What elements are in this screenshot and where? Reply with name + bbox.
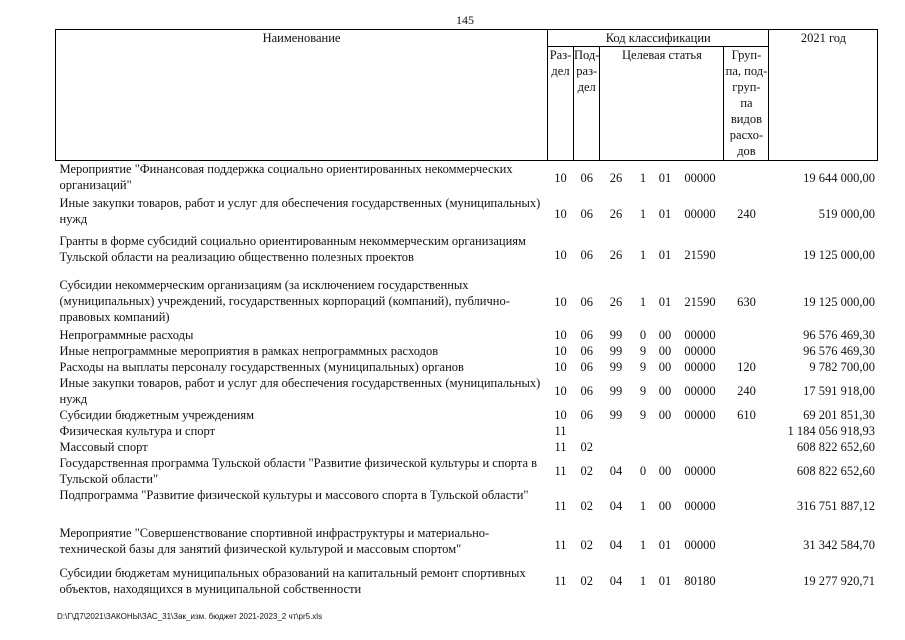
target-article-part: 00000 [684, 327, 716, 342]
row-expense-type: 630 [737, 294, 756, 309]
row-podrazdel: 06 [580, 294, 593, 309]
row-name: Гранты в форме субсидий социально ориентированным некоммерческим организациям Тульской области на реализацию общественно полезных проектов [59, 233, 526, 264]
row-podrazdel: 02 [580, 537, 593, 552]
file-path-footer: D:\Г\Д7\2021\ЗАКОНЫ\ЗАС_31\Зак_изм. бюджет 2021-2023_2 чт\pr5.xls [57, 612, 323, 621]
table-row [56, 233, 878, 277]
row-target-article [600, 375, 724, 407]
table-row [56, 343, 878, 359]
row-name: Иные непрограммные мероприятия в рамках непрограммных расходов [59, 343, 439, 358]
row-podrazdel: 06 [580, 247, 593, 262]
target-article-part: 00000 [684, 383, 716, 398]
row-amount: 96 576 469,30 [803, 343, 875, 358]
row-expense-type: 240 [737, 383, 756, 398]
target-article-part: 04 [609, 537, 623, 552]
row-name: Расходы на выплаты персоналу государственных (муниципальных) органов [59, 359, 464, 374]
row-razdel: 11 [554, 573, 567, 588]
row-name: Субсидии бюджетным учреждениям [59, 407, 255, 422]
target-article-part: 04 [609, 463, 623, 478]
row-target-article [600, 423, 724, 439]
table-row [56, 423, 878, 439]
target-article-part: 0 [639, 327, 647, 342]
target-article-part: 99 [609, 407, 623, 422]
row-target-article [600, 161, 724, 195]
row-razdel: 10 [554, 206, 567, 221]
target-article-part: 00000 [684, 170, 716, 185]
target-article-part: 00000 [684, 407, 716, 422]
target-article-part: 00 [658, 343, 672, 358]
target-article-part: 01 [658, 170, 672, 185]
target-article-part: 9 [639, 359, 647, 374]
row-amount: 1 184 056 918,93 [787, 423, 875, 438]
row-podrazdel: 06 [580, 407, 593, 422]
target-article-part: 1 [639, 573, 647, 588]
target-article-part: 00 [658, 498, 672, 513]
table-row [56, 487, 878, 525]
row-amount: 19 277 920,71 [803, 573, 875, 588]
table-row [56, 277, 878, 327]
row-target-article [600, 407, 724, 423]
target-article-part: 01 [658, 294, 672, 309]
target-article-part: 00000 [684, 463, 716, 478]
target-article-part: 99 [609, 383, 623, 398]
target-article-part: 21590 [684, 247, 716, 262]
row-razdel: 10 [554, 383, 567, 398]
row-amount: 19 644 000,00 [803, 170, 875, 185]
target-article-part: 1 [639, 206, 647, 221]
row-podrazdel: 06 [580, 343, 593, 358]
row-expense-type [724, 423, 769, 439]
row-target-article [600, 439, 724, 455]
target-article-part: 00000 [684, 498, 716, 513]
table-row [56, 161, 878, 195]
target-article-part: 00000 [684, 537, 716, 552]
row-podrazdel: 06 [580, 359, 593, 374]
row-podrazdel: 02 [580, 573, 593, 588]
row-razdel: 10 [554, 170, 567, 185]
header-code-group: Код классификации [548, 30, 769, 47]
row-target-article [600, 525, 724, 565]
table-row [56, 359, 878, 375]
row-razdel: 10 [554, 343, 567, 358]
row-amount: 608 822 652,60 [796, 463, 875, 478]
target-article-part: 00 [658, 383, 672, 398]
row-razdel: 10 [554, 247, 567, 262]
row-expense-type [724, 525, 769, 565]
target-article-part: 00 [658, 359, 672, 374]
row-name: Иные закупки товаров, работ и услуг для обеспечения государственных (муниципальных) нужд [59, 375, 541, 406]
row-target-article [600, 455, 724, 487]
row-name: Подпрограмма "Развитие физической культуры и массового спорта в Тульской области" [59, 487, 529, 502]
row-name: Массовый спорт [59, 439, 148, 454]
target-article-part: 01 [658, 247, 672, 262]
row-razdel: 10 [554, 327, 567, 342]
row-expense-type: 610 [737, 407, 756, 422]
row-name: Мероприятие "Финансовая поддержка социально ориентированных некоммерческих организаций" [59, 162, 513, 192]
row-podrazdel: 06 [580, 327, 593, 342]
target-article-part: 26 [609, 170, 623, 185]
row-target-article [600, 487, 724, 525]
page-number: 145 [456, 13, 474, 27]
row-amount: 19 125 000,00 [803, 247, 875, 262]
row-razdel: 11 [554, 423, 567, 438]
budget-table [55, 29, 878, 597]
row-expense-type [724, 161, 769, 195]
table-row [56, 375, 878, 407]
row-amount: 19 125 000,00 [803, 294, 875, 309]
row-podrazdel: 06 [580, 383, 593, 398]
row-target-article [600, 565, 724, 597]
target-article-part: 00000 [684, 343, 716, 358]
header-target-article: Целевая статья [600, 47, 724, 161]
target-article-part: 9 [639, 383, 647, 398]
target-article-part: 00 [658, 407, 672, 422]
row-expense-type [724, 455, 769, 487]
row-name: Субсидии некоммерческим организациям (за исключением государственных (муниципальных) учреждений, государственных корпораций (компаний), публично-правовых компаний) [59, 277, 510, 324]
target-article-part: 26 [609, 294, 623, 309]
target-article-part: 04 [609, 498, 623, 513]
table-row [56, 407, 878, 423]
row-podrazdel [574, 423, 600, 439]
table-row [56, 565, 878, 597]
target-article-part: 1 [639, 294, 647, 309]
row-podrazdel: 02 [580, 498, 593, 513]
row-expense-type: 120 [737, 359, 756, 374]
row-podrazdel: 02 [580, 439, 593, 454]
row-target-article [600, 359, 724, 375]
row-amount: 96 576 469,30 [803, 327, 875, 342]
row-target-article [600, 327, 724, 343]
target-article-part: 80180 [684, 573, 716, 588]
row-razdel: 10 [554, 359, 567, 374]
row-target-article [600, 195, 724, 233]
target-article-part: 01 [658, 206, 672, 221]
row-target-article [600, 277, 724, 327]
row-amount: 608 822 652,60 [796, 439, 875, 454]
table-body [56, 161, 878, 597]
row-amount: 9 782 700,00 [809, 359, 875, 374]
row-razdel: 10 [554, 407, 567, 422]
row-expense-type [724, 343, 769, 359]
row-podrazdel: 06 [580, 170, 593, 185]
row-name: Иные закупки товаров, работ и услуг для обеспечения государственных (муниципальных) нужд [59, 195, 541, 226]
target-article-part: 1 [639, 537, 647, 552]
header-podrazdel: Под- раз- дел [574, 47, 600, 161]
row-expense-type: 240 [737, 206, 756, 221]
table-row [56, 455, 878, 487]
target-article-part: 99 [609, 359, 623, 374]
row-amount: 316 751 887,12 [796, 498, 875, 513]
row-name: Государственная программа Тульской области "Развитие физической культуры и спорта в Тульской области" [59, 455, 538, 486]
header-razdel: Раз- дел [548, 47, 574, 161]
row-target-article [600, 343, 724, 359]
row-razdel: 11 [554, 537, 567, 552]
row-expense-type [724, 439, 769, 455]
target-article-part: 00 [658, 327, 672, 342]
row-name: Физическая культура и спорт [59, 423, 216, 438]
row-razdel: 11 [554, 498, 567, 513]
row-amount: 519 000,00 [818, 206, 875, 221]
row-expense-type [724, 233, 769, 277]
target-article-part: 99 [609, 327, 623, 342]
table-row [56, 195, 878, 233]
row-expense-type [724, 565, 769, 597]
row-amount: 31 342 584,70 [803, 537, 875, 552]
row-podrazdel: 06 [580, 206, 593, 221]
target-article-part: 00000 [684, 359, 716, 374]
header-year: 2021 год [769, 30, 878, 161]
row-razdel: 11 [554, 439, 567, 454]
row-podrazdel: 02 [580, 463, 593, 478]
table-row [56, 439, 878, 455]
target-article-part: 26 [609, 247, 623, 262]
row-target-article [600, 233, 724, 277]
row-razdel: 11 [554, 463, 567, 478]
target-article-part: 00 [658, 463, 672, 478]
table-row [56, 525, 878, 565]
target-article-part: 01 [658, 537, 672, 552]
target-article-part: 00000 [684, 206, 716, 221]
row-expense-type [724, 327, 769, 343]
target-article-part: 0 [639, 463, 647, 478]
target-article-part: 01 [658, 573, 672, 588]
target-article-part: 26 [609, 206, 623, 221]
target-article-part: 1 [639, 247, 647, 262]
table-row [56, 327, 878, 343]
row-expense-type [724, 487, 769, 525]
target-article-part: 9 [639, 407, 647, 422]
target-article-part: 1 [639, 498, 647, 513]
header-name: Наименование [56, 30, 548, 161]
row-name: Субсидии бюджетам муниципальных образований на капитальный ремонт спортивных объектов, находящихся в муниципальной собственности [59, 565, 526, 596]
row-razdel: 10 [554, 294, 567, 309]
row-name: Непрограммные расходы [59, 327, 194, 342]
row-amount: 17 591 918,00 [803, 383, 875, 398]
target-article-part: 9 [639, 343, 647, 358]
header-expense-type: Груп- па, под- груп- па видов расхо- дов [724, 47, 769, 161]
row-name: Мероприятие "Совершенствование спортивной инфраструктуры и материально-технической базы для занятий физической культурой и массовым спортом" [59, 525, 490, 556]
target-article-part: 1 [639, 170, 647, 185]
target-article-part: 04 [609, 573, 623, 588]
target-article-part: 21590 [684, 294, 716, 309]
target-article-part: 99 [609, 343, 623, 358]
row-amount: 69 201 851,30 [803, 407, 875, 422]
